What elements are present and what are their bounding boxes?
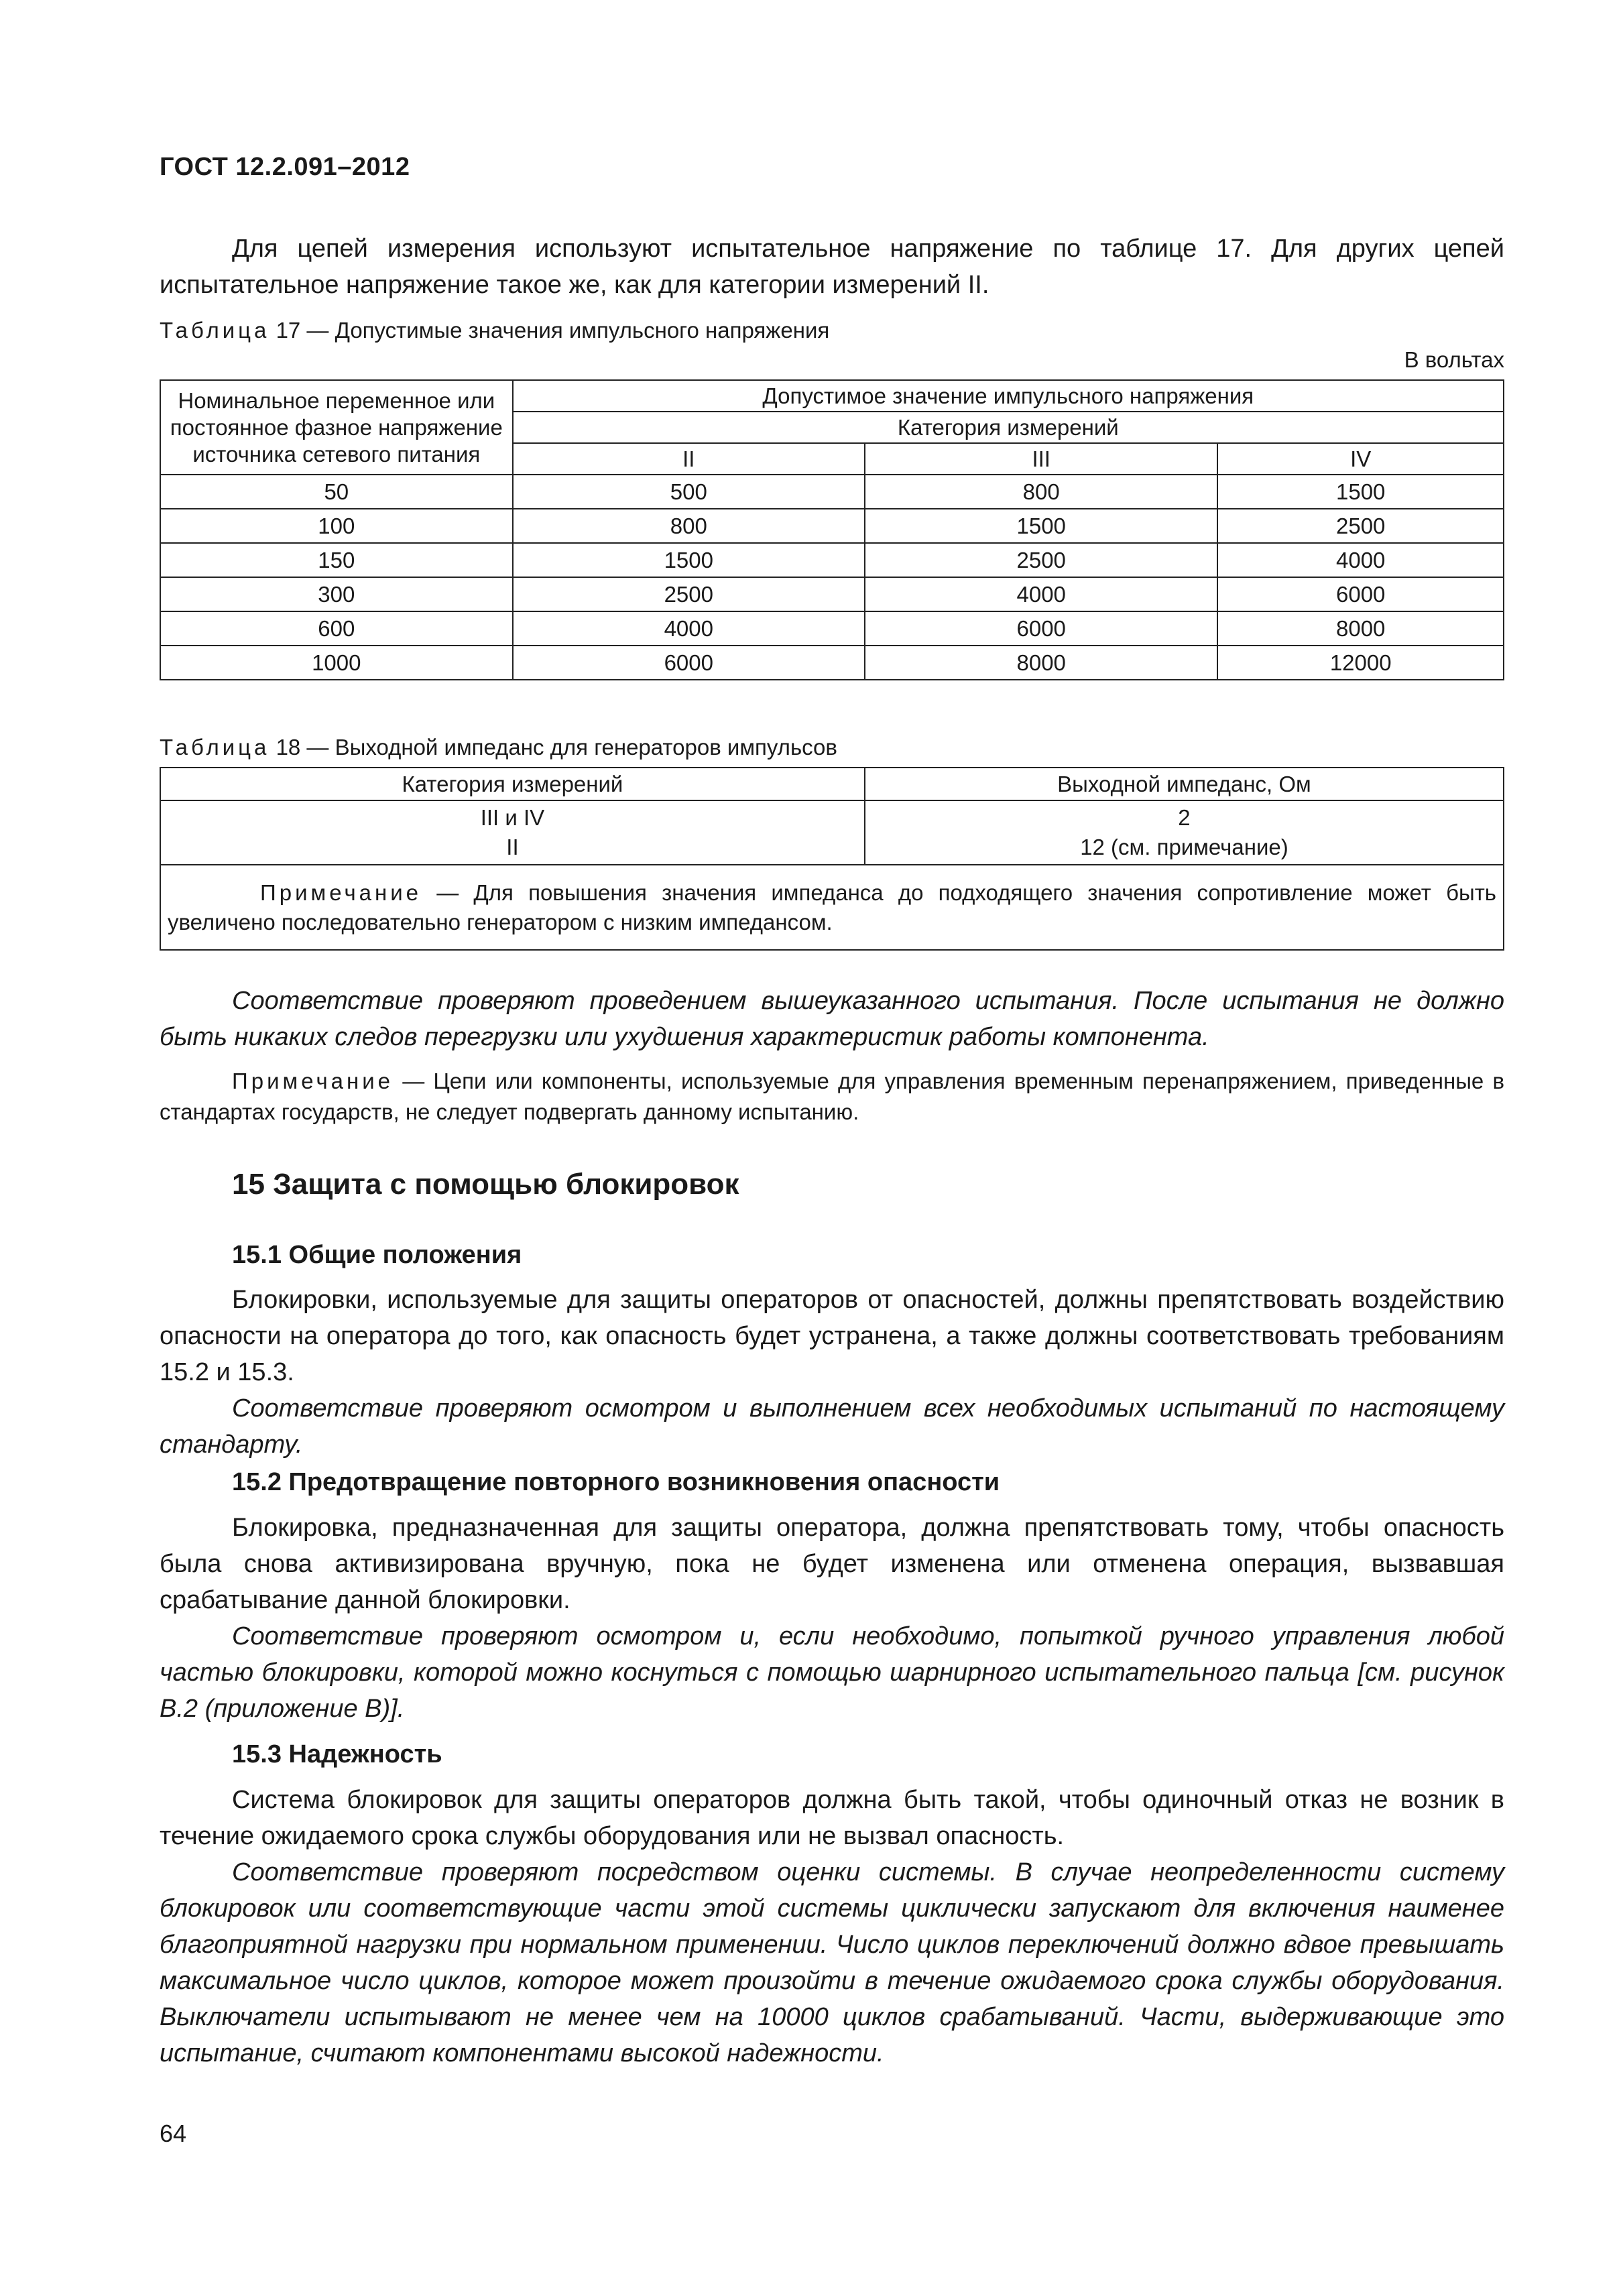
table-cell xyxy=(160,800,865,865)
section15-2-text: Блокировка, предназначенная для защиты оператора, должна препятствовать тому, чтобы опасность была снова активизирована вручную, пока не будет изменена или отменена операция, вызвавшая срабатывание данной блокировки. xyxy=(160,1514,1504,1614)
section15-2-title: 15.2 Предотвращение повторного возникновения опасности xyxy=(232,1468,1000,1496)
table-row xyxy=(160,611,1504,646)
table-row xyxy=(160,577,1504,611)
table18-note-cell xyxy=(160,865,1504,950)
table-cell xyxy=(865,800,1504,865)
table18-note-text: — Для повышения значения импеданса до подходящего значения сопротивление может быть увеличено последовательно генератором с низким импедансом. xyxy=(168,880,1496,934)
section15-1-block xyxy=(160,1282,1504,1463)
table18-category-line: III и IV xyxy=(480,805,545,830)
table-cell: 8000 xyxy=(1217,611,1504,646)
table18-category-line: II xyxy=(506,835,519,859)
table-cell: 2500 xyxy=(865,543,1217,577)
table-cell: 50 xyxy=(160,475,513,509)
table17-caption-word: Таблица xyxy=(160,318,270,343)
table-cell: 2500 xyxy=(513,577,865,611)
table17-head-voltage: Номинальное переменное или постоянное фазное напряжение источника сетевого питания xyxy=(160,380,513,475)
table-row xyxy=(160,800,1504,865)
intro-paragraph: Для цепей измерения используют испытательное напряжение по таблице 17. Для других цепей испытательное напряжение такое же, как для категории измерений II. xyxy=(160,235,1504,299)
table18-caption-word: Таблица xyxy=(160,735,270,760)
table18 xyxy=(160,767,1504,951)
table-row xyxy=(160,543,1504,577)
table-cell: 600 xyxy=(160,611,513,646)
intro-paragraph-block xyxy=(160,231,1504,303)
table17-head-category: Категория измерений xyxy=(513,412,1504,443)
table18-impedance-line: 12 (см. примечание) xyxy=(1080,835,1288,859)
section15-2-compliance: Соответствие проверяют осмотром и, если необходимо, попыткой ручного управления любой частью блокировки, которой можно коснуться с помощью шарнирного испытательного пальца [см. рисунок В.2 (приложение В)]. xyxy=(160,1622,1504,1723)
table-cell: 6000 xyxy=(865,611,1217,646)
section15-2-block xyxy=(160,1510,1504,1727)
table18-note-word: Примечание xyxy=(260,880,422,905)
table18-head-category: Категория измерений xyxy=(160,768,865,800)
table17-caption xyxy=(160,317,1504,344)
note2-block xyxy=(160,1066,1504,1128)
table18-wrapper xyxy=(160,767,1504,951)
table-cell: 2500 xyxy=(1217,509,1504,543)
document-id-header: ГОСТ 12.2.091–2012 xyxy=(160,153,410,181)
compliance1-block xyxy=(160,983,1504,1055)
table-cell: 6000 xyxy=(1217,577,1504,611)
table-row xyxy=(160,509,1504,543)
table17-head-cat: II xyxy=(513,443,865,475)
section15-3-compliance: Соответствие проверяют посредством оценки системы. В случае неопределенности систему блокировок или соответствующие части этой системы циклически запускают для включения наименее благоприятной нагрузки при нормальном применении. Число циклов переключений должно вдвое превышать максимальное число циклов, которое может произойти в течение ожидаемого срока службы оборудования. Выключатели испытывают не менее чем на 10000 циклов срабатываний. Части, выдерживающие это испытание, считают компонентами высокой надежности. xyxy=(160,1858,1504,2067)
table18-head-impedance: Выходной импеданс, Ом xyxy=(865,768,1504,800)
table-cell: 100 xyxy=(160,509,513,543)
table-cell: 12000 xyxy=(1217,646,1504,680)
table-cell: 4000 xyxy=(1217,543,1504,577)
table-row xyxy=(160,475,1504,509)
table-cell: 300 xyxy=(160,577,513,611)
compliance1-paragraph: Соответствие проверяют проведением вышеуказанного испытания. После испытания не должно быть никаких следов перегрузки или ухудшения характеристик работы компонента. xyxy=(160,987,1504,1051)
table18-note xyxy=(168,878,1496,937)
table17-head-cat: III xyxy=(865,443,1217,475)
table-cell: 800 xyxy=(865,475,1217,509)
section15-1-text: Блокировки, используемые для защиты операторов от опасностей, должны препятствовать воздействию опасности на оператора до того, как опасность будет устранена, а также должны соответствовать требованиям 15.2 и 15.3. xyxy=(160,1286,1504,1386)
table-cell: 1500 xyxy=(513,543,865,577)
note2-word: Примечание xyxy=(232,1069,394,1093)
table-cell: 500 xyxy=(513,475,865,509)
page-number: 64 xyxy=(160,2120,187,2147)
section15-3-block xyxy=(160,1782,1504,2071)
table17-head-cat: IV xyxy=(1217,443,1504,475)
table-cell: 1000 xyxy=(160,646,513,680)
table-cell: 150 xyxy=(160,543,513,577)
table18-caption-text: 18 — Выходной импеданс для генераторов импульсов xyxy=(276,735,837,760)
table17-wrapper xyxy=(160,379,1504,680)
table-cell: 4000 xyxy=(865,577,1217,611)
table17 xyxy=(160,379,1504,680)
note2-paragraph xyxy=(160,1066,1504,1128)
table-cell: 1500 xyxy=(1217,475,1504,509)
table-cell: 800 xyxy=(513,509,865,543)
section15-1-compliance: Соответствие проверяют осмотром и выполнением всех необходимых испытаний по настоящему стандарту. xyxy=(160,1394,1504,1459)
section15-3-text: Система блокировок для защиты операторов должна быть такой, чтобы одиночный отказ не возник в течение ожидаемого срока службы оборудования или не вызвал опасность. xyxy=(160,1786,1504,1850)
table-cell: 4000 xyxy=(513,611,865,646)
section15-1-title: 15.1 Общие положения xyxy=(232,1241,522,1269)
table-cell: 1500 xyxy=(865,509,1217,543)
table17-head-main: Допустимое значение импульсного напряжения xyxy=(513,380,1504,412)
table-cell: 8000 xyxy=(865,646,1217,680)
section15-3-title: 15.3 Надежность xyxy=(232,1740,442,1768)
section15-title: 15 Защита с помощью блокировок xyxy=(232,1168,739,1201)
table17-caption-text: 17 — Допустимые значения импульсного напряжения xyxy=(276,318,830,343)
table17-units: В вольтах xyxy=(1404,347,1504,372)
note2-text: — Цепи или компоненты, используемые для управления временным перенапряжением, приведенные в стандартах государств, не следует подвергать данному испытанию. xyxy=(160,1069,1504,1124)
table-cell: 6000 xyxy=(513,646,865,680)
table18-impedance-line: 2 xyxy=(1178,805,1191,830)
table18-caption xyxy=(160,734,1504,761)
table-row xyxy=(160,646,1504,680)
